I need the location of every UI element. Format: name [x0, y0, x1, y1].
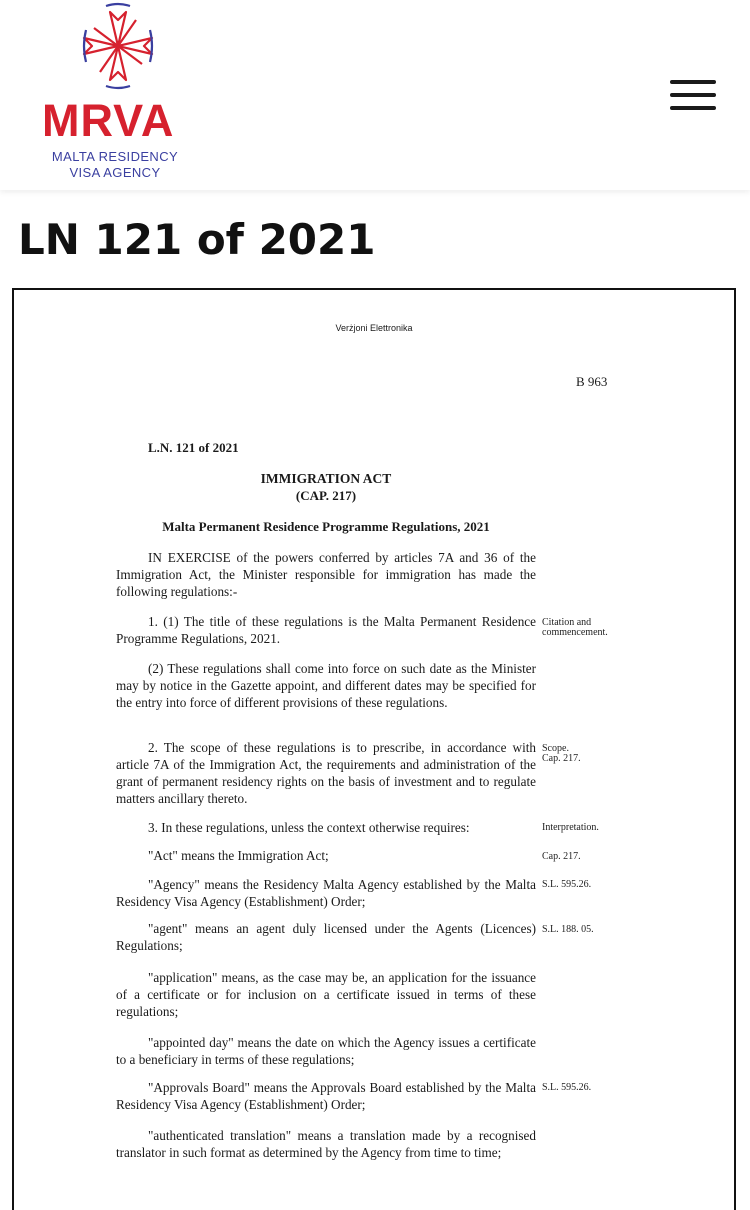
hamburger-menu-icon[interactable]	[668, 78, 720, 114]
regulations-title: Malta Permanent Residence Programme Regulations, 2021	[162, 519, 490, 534]
margin-note-interpretation: Interpretation.	[542, 822, 599, 833]
definition-authenticated-translation: "authenticated translation" means a translation made by a recognised translator in such format as determined by the Agency from time to time;	[116, 1128, 536, 1160]
regulation-1-2: (2) These regulations shall come into force on such date as the Minister may by notice in the Gazette appoint, and different dates may be specified for the entry into force of different provisions of these regulations.	[116, 661, 536, 710]
version-label: Verżjoni Elettronika	[335, 323, 413, 333]
regulation-1-1: 1. (1) The title of these regulations is the Malta Permanent Residence Programme Regulations, 2021.	[116, 614, 536, 646]
page-number: B 963	[576, 374, 608, 389]
margin-note-commencement: commencement.	[542, 627, 608, 638]
definition-agency: "Agency" means the Residency Malta Agency established by the Malta Residency Visa Agency (Establishment) Order;	[116, 877, 536, 909]
logo-subtitle-line1: MALTA RESIDENCY	[51, 149, 179, 164]
margin-note-sl-595: S.L. 595.26.	[542, 879, 592, 890]
margin-note-cap217-act: Cap. 217.	[542, 851, 581, 862]
logo-wordmark: MRVA	[42, 95, 175, 146]
document-scan	[12, 288, 736, 1210]
margin-note-scope: Scope.	[542, 743, 569, 754]
definition-agent: "agent" means an agent duly licensed under the Agents (Licences) Regulations;	[116, 921, 536, 953]
definition-application: "application" means, as the case may be, an application for the issuance of a certificate or for inclusion on a certificate issued in terms of these regulations;	[116, 970, 536, 1019]
logo-subtitle-line2: VISA AGENCY	[69, 165, 161, 180]
margin-note-sl-188: S.L. 188. 05.	[542, 924, 594, 935]
regulation-2: 2. The scope of these regulations is to prescribe, in accordance with article 7A of the Immigration Act, the requirements and administration of the grant of permanent residency rights on the basis of investment and to regulate matters ancillary thereto.	[116, 740, 536, 806]
margin-note-sl-595-board: S.L. 595.26.	[542, 1082, 592, 1093]
margin-note-citation: Citation and	[542, 617, 592, 628]
intro-paragraph: IN EXERCISE of the powers conferred by articles 7A and 36 of the Immigration Act, the Minister responsible for immigration has made the following regulations:-	[116, 550, 536, 599]
ln-number: L.N. 121 of 2021	[148, 440, 239, 455]
definition-approvals-board: "Approvals Board" means the Approvals Board established by the Malta Residency Visa Agency (Establishment) Order;	[116, 1080, 536, 1112]
act-cap: (CAP. 217)	[295, 488, 357, 503]
margin-note-cap217: Cap. 217.	[542, 753, 581, 764]
definition-appointed-day: "appointed day" means the date on which the Agency issues a certificate to a beneficiary in terms of these regulations;	[116, 1035, 536, 1067]
definition-act: "Act" means the Immigration Act;	[148, 848, 329, 863]
page-title: LN 121 of 2021	[18, 215, 376, 264]
site-header	[0, 0, 750, 190]
mrva-logo[interactable]	[40, 0, 200, 185]
act-title: IMMIGRATION ACT	[260, 471, 392, 486]
maltese-cross-logo-icon	[80, 0, 156, 92]
regulation-3: 3. In these regulations, unless the context otherwise requires:	[148, 820, 470, 835]
